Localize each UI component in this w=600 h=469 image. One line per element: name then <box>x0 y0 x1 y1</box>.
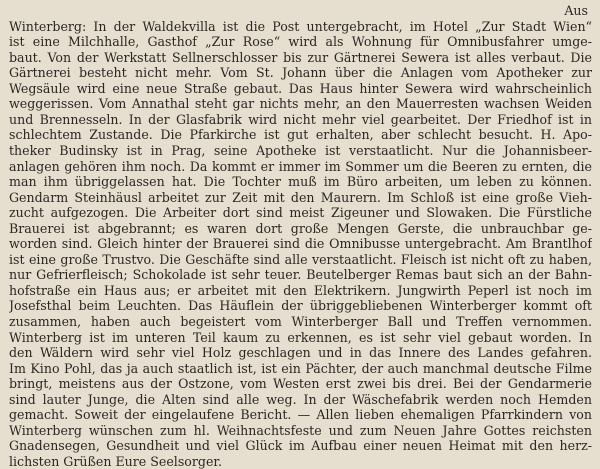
text-line: worden sind. Gleich hinter der Brauerei sind die Omnibusse untergebracht. Am Brantlhof <box>9 236 592 252</box>
text-line: sind lauter Junge, die Alten sind alle weg. In der Wäschefabrik werden noch Hemden <box>9 391 592 407</box>
text-line: zusammen, haben auch begeistert vom Winterberger Ball und Treffen vernommen. <box>9 313 592 329</box>
text-line: theker Budinsky ist in Prag, seine Apotheke ist verstaatlicht. Nur die Johannisbeer- <box>9 142 592 158</box>
article-text <box>9 19 592 469</box>
text-line: schlechtem Zustande. Die Pfarkirche ist gut erhalten, aber schlecht besucht. H. Apo- <box>9 127 592 143</box>
text-line: ist eine große Trustvo. Die Geschäfte sind alle verstaatlicht. Fleisch ist nicht oft zu haben, <box>9 251 592 267</box>
text-line: Josefsthal beim Leuchten. Das Häuflein der übriggebliebenen Winterberger kommt oft <box>9 298 592 314</box>
text-line: hofstraße ein Haus aus; er arbeitet mit den Elektrikern. Jungwirth Peperl ist noch im <box>9 282 592 298</box>
text-line: Gendarm Steinhäusl arbeitet zur Zeit mit den Maurern. Im Schloß ist eine große Vieh- <box>9 189 592 205</box>
text-line: Gnadensegen, Gesundheit und viel Glück im Aufbau einer neuen Heimat mit den herz- <box>9 438 592 454</box>
text-line: Winterberg wünschen zum hl. Weihnachtsfeste und zum Neuen Jahre Gottes reichsten <box>9 422 592 438</box>
text-line: anlagen gehören ihm noch. Da kommt er immer im Sommer um die Beeren zu ernten, die <box>9 158 592 174</box>
text-line: baut. Von der Werkstatt Sellnerschlosser bis zur Gärtnerei Sewera ist alles verbaut. Die <box>9 49 592 65</box>
text-line: den Wäldern wird sehr viel Holz geschlagen und in das Innere des Landes gefahren. <box>9 345 592 361</box>
text-line: bringt, meistens aus der Ostzone, vom Westen erst zwei bis drei. Bei der Gendarmerie <box>9 376 592 392</box>
text-line: Winterberg ist im unteren Teil kaum zu erkennen, es ist sehr viel gebaut worden. In <box>9 329 592 345</box>
text-line: Gärtnerei besteht nicht mehr. Vom St. Johann über die Anlagen vom Apotheker zur <box>9 65 592 81</box>
text-line: zucht aufgezogen. Die Arbeiter dort sind meist Zigeuner und Slowaken. Die Fürstliche <box>9 205 592 221</box>
text-line: Im Kino Pohl, das ja auch staatlich ist, ist ein Pächter, der auch manchmal deutsche Filme <box>9 360 592 376</box>
text-line: ist eine Milchhalle, Gasthof „Zur Rose“ wird als Wohnung für Omnibusfahrer umge- <box>9 34 592 50</box>
text-line: gemacht. Soweit der eingelaufene Bericht. — Allen lieben ehemaligen Pfarrkindern von <box>9 407 592 423</box>
text-line: lichsten Grüßen Eure Seelsorger. <box>9 453 223 469</box>
text-line: Brauerei ist abgebrannt; es waren dort große Mengen Gerste, die unbrauchbar ge- <box>9 220 592 236</box>
section-heading: Aus <box>564 3 588 18</box>
text-line: Wegsäule wird eine neue Straße gebaut. Das Haus hinter Sewera wird wahrscheinlich <box>9 80 592 96</box>
text-line: Winterberg: In der Waldekvilla ist die Post untergebracht, im Hotel „Zur Stadt Wien“ <box>9 18 592 34</box>
text-line: man ihm übriggelassen hat. Die Tochter muß im Büro arbeiten, um leben zu können. <box>9 174 592 190</box>
text-line: nur Gefrierfleisch; Schokolade ist sehr teuer. Beutelberger Remas baut sich an der Bahn- <box>9 267 592 283</box>
text-line: und Brennesseln. In der Glasfabrik wird nicht mehr viel gearbeitet. Der Friedhof ist in <box>9 111 592 127</box>
text-line: weggerissen. Vom Annathal steht gar nichts mehr, an den Mauerresten wachsen Weiden <box>9 96 592 112</box>
